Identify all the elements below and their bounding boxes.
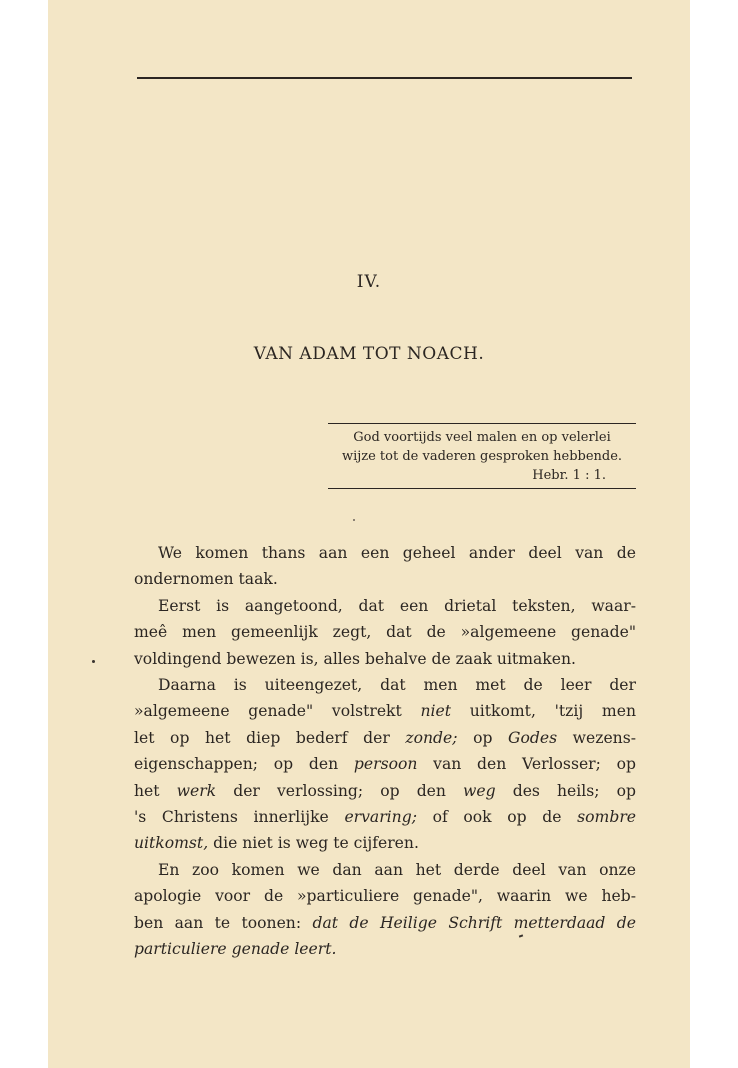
text-line: ben aan te toonen: dat de Heilige Schrift metterdaad de (134, 913, 636, 932)
text-line: 's Christens innerlijke ervaring; of ook op de sombre (134, 808, 636, 827)
margin-mark (92, 660, 95, 663)
text-line: Daarna is uiteengezet, dat men met de leer der (158, 676, 636, 695)
text-line: voldingend bewezen is, alles behalve de zaak uitmaken. (134, 649, 576, 668)
text-line: particuliere genade leert. (134, 940, 337, 959)
text-line: eigenschappen; op den persoon van den Verlosser; op (134, 755, 636, 774)
ink-speck (353, 519, 355, 521)
text-line: »algemeene genade" volstrekt niet uitkomt, 'tzij men (134, 702, 636, 721)
text-line: meê men gemeenlijk zegt, dat de »algemeene genade" (134, 623, 636, 642)
epigraph-line: God voortijds veel malen en op velerlei (353, 430, 611, 445)
text-line: uitkomst, die niet is weg te cijferen. (134, 834, 419, 853)
text-line: apologie voor de »particuliere genade", waarin we heb- (134, 887, 636, 906)
epigraph-line: wijze tot de vaderen gesproken hebbende. (341, 449, 623, 464)
text-line: Eerst is aangetoond, dat een drietal teksten, waar- (158, 596, 636, 615)
body-text (134, 540, 636, 963)
epigraph (328, 423, 636, 489)
text-line: We komen thans aan een geheel ander deel van de (158, 544, 636, 562)
header-rule (137, 77, 632, 79)
chapter-title: VAN ADAM TOT NOACH. (253, 344, 485, 364)
text-line: En zoo komen we dan aan het derde deel van onze (158, 860, 636, 879)
text-line: het werk der verlossing; op den weg des heils; op (134, 781, 636, 800)
chapter-number: IV. (356, 272, 382, 292)
text-line: let op het diep bederf der zonde; op Godes wezens- (134, 728, 636, 747)
text-line: ondernomen taak. (134, 570, 278, 589)
epigraph-reference: Hebr. 1 : 1. (532, 468, 606, 483)
